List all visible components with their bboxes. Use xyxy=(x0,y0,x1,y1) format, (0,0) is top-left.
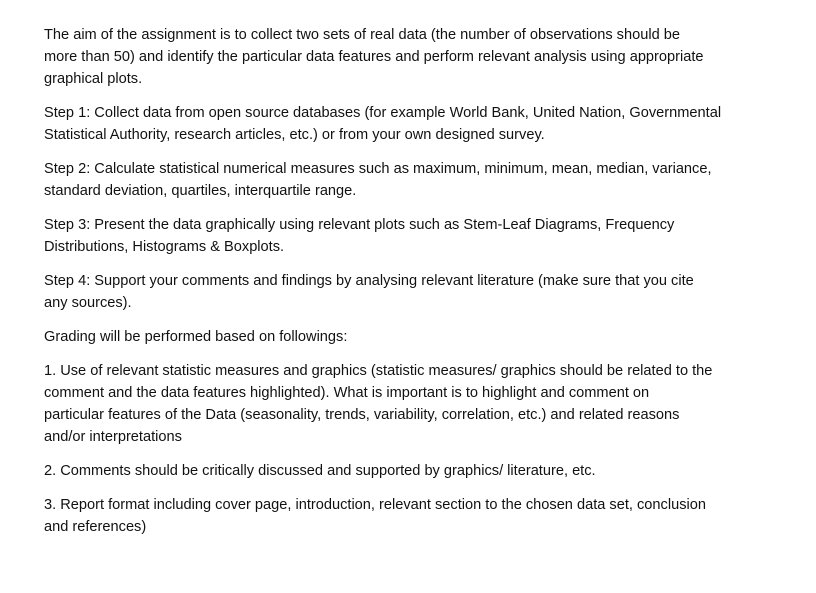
text-line: Statistical Authority, research articles, etc.) or from your own designed survey. xyxy=(44,127,545,143)
text-line: comment and the data features highlighted). What is important is to highlight and comment on xyxy=(44,385,650,401)
text-line: graphical plots. xyxy=(44,71,143,87)
text-line: standard deviation, quartiles, interquartile range. xyxy=(44,183,357,199)
step-1-paragraph xyxy=(44,102,774,146)
step-2-paragraph xyxy=(44,158,774,202)
text-line: particular features of the Data (seasonality, trends, variability, correlation, etc.) and related reasons xyxy=(44,407,680,423)
step-4-paragraph xyxy=(44,270,774,314)
grading-item-3-paragraph xyxy=(44,494,774,538)
grading-item-1-paragraph xyxy=(44,360,774,448)
text-line: Step 4: Support your comments and findings by analysing relevant literature (make sure that you cite xyxy=(44,273,694,289)
text-line: and/or interpretations xyxy=(44,429,182,445)
text-line: and references) xyxy=(44,519,147,535)
text-line: 1. Use of relevant statistic measures and graphics (statistic measures/ graphics should be related to the xyxy=(44,363,713,379)
text-line: more than 50) and identify the particular data features and perform relevant analysis using appropriate xyxy=(44,49,704,65)
text-line: Step 3: Present the data graphically using relevant plots such as Stem-Leaf Diagrams, Frequency xyxy=(44,217,675,233)
grading-item-2-paragraph xyxy=(44,460,774,482)
text-line: Distributions, Histograms & Boxplots. xyxy=(44,239,285,255)
step-3-paragraph xyxy=(44,214,774,258)
text-line: 3. Report format including cover page, introduction, relevant section to the chosen data set, conclusion xyxy=(44,497,706,513)
text-line: Step 2: Calculate statistical numerical measures such as maximum, minimum, mean, median, variance, xyxy=(44,161,712,177)
text-line: Step 1: Collect data from open source databases (for example World Bank, United Nation, Governmental xyxy=(44,105,722,121)
text-line: The aim of the assignment is to collect two sets of real data (the number of observations should be xyxy=(44,27,680,43)
document-body xyxy=(44,24,774,550)
text-line: 2. Comments should be critically discussed and supported by graphics/ literature, etc. xyxy=(44,463,596,479)
intro-paragraph xyxy=(44,24,774,90)
text-line: any sources). xyxy=(44,295,132,311)
text-line: Grading will be performed based on followings: xyxy=(44,329,348,345)
grading-heading-paragraph xyxy=(44,326,774,348)
